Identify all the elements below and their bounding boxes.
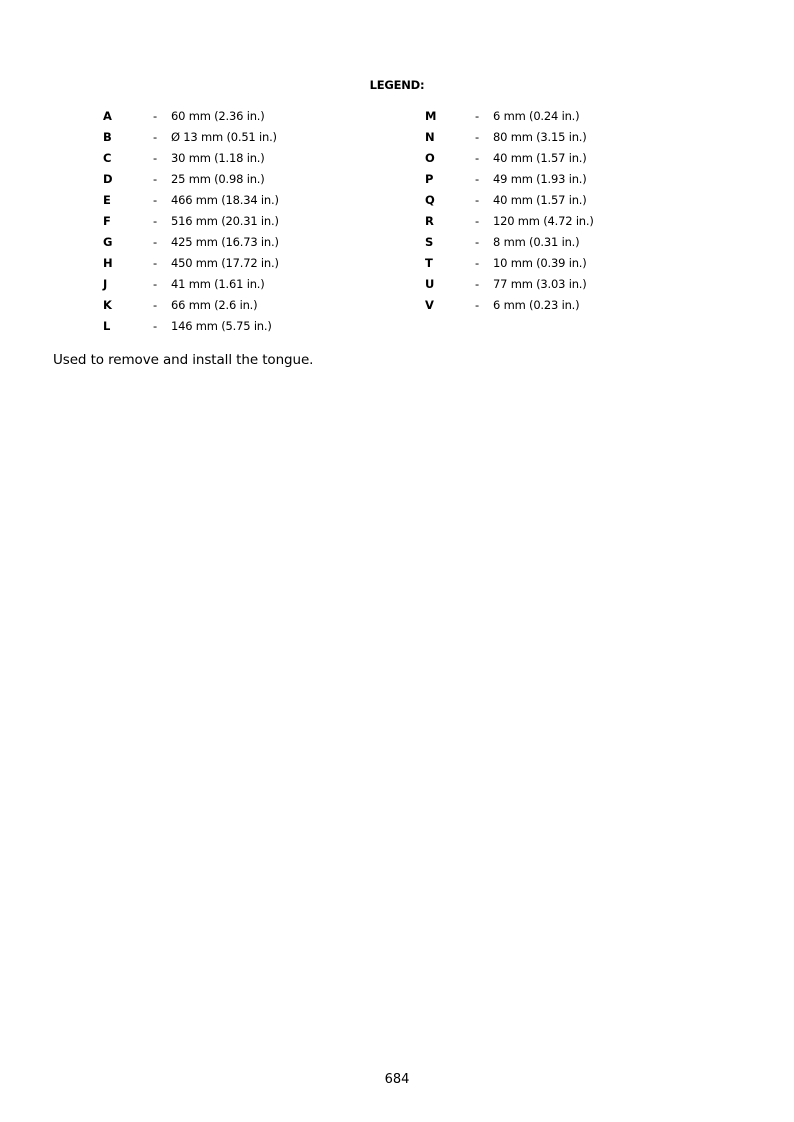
legend-dash: - (153, 172, 158, 186)
legend-value: 80 mm (3.15 in.) (493, 130, 587, 144)
legend-key: O (425, 151, 435, 165)
legend-dash: - (475, 130, 480, 144)
legend-key: M (425, 109, 437, 123)
legend-value: 49 mm (1.93 in.) (493, 172, 587, 186)
legend-key: V (425, 298, 434, 312)
legend-value: 516 mm (20.31 in.) (171, 214, 279, 228)
legend-value: 40 mm (1.57 in.) (493, 151, 587, 165)
legend-dash: - (475, 256, 480, 270)
legend-dash: - (153, 193, 158, 207)
legend-key: J (103, 277, 108, 291)
legend-dash: - (153, 298, 158, 312)
legend-key: H (103, 256, 113, 270)
legend-key: F (103, 214, 111, 228)
legend-value: 41 mm (1.61 in.) (171, 277, 265, 291)
legend-key: E (103, 193, 111, 207)
tool-description: Used to remove and install the tongue. (53, 352, 314, 368)
legend-key: Q (425, 193, 435, 207)
legend-dash: - (475, 193, 480, 207)
legend-dash: - (153, 214, 158, 228)
legend-value: 146 mm (5.75 in.) (171, 319, 272, 333)
legend-value: 77 mm (3.03 in.) (493, 277, 587, 291)
legend-dash: - (475, 172, 480, 186)
legend-title: LEGEND: (369, 78, 425, 92)
legend-dash: - (475, 214, 480, 228)
legend-key: B (103, 130, 112, 144)
legend-dash: - (153, 256, 158, 270)
legend-key: U (425, 277, 435, 291)
legend-value: 425 mm (16.73 in.) (171, 235, 279, 249)
legend-value: 8 mm (0.31 in.) (493, 235, 580, 249)
legend-value: 66 mm (2.6 in.) (171, 298, 258, 312)
legend-value: 40 mm (1.57 in.) (493, 193, 587, 207)
legend-dash: - (153, 109, 158, 123)
legend-key: S (425, 235, 434, 249)
legend-key: P (425, 172, 434, 186)
legend-dash: - (153, 151, 158, 165)
page-number: 684 (384, 1072, 410, 1087)
legend-key: N (425, 130, 435, 144)
legend-value: 30 mm (1.18 in.) (171, 151, 265, 165)
legend-dash: - (475, 109, 480, 123)
legend-value: 450 mm (17.72 in.) (171, 256, 279, 270)
legend-value: 60 mm (2.36 in.) (171, 109, 265, 123)
legend-dash: - (475, 277, 480, 291)
legend-key: C (103, 151, 112, 165)
legend-value: 120 mm (4.72 in.) (493, 214, 594, 228)
legend-value: 10 mm (0.39 in.) (493, 256, 587, 270)
legend-key: R (425, 214, 434, 228)
legend-dash: - (153, 319, 158, 333)
legend-value: 25 mm (0.98 in.) (171, 172, 265, 186)
legend-key: T (425, 256, 433, 270)
legend-key: L (103, 319, 111, 333)
legend-value: 466 mm (18.34 in.) (171, 193, 279, 207)
legend-dash: - (153, 235, 158, 249)
legend-key: G (103, 235, 113, 249)
legend-key: K (103, 298, 112, 312)
legend-value: 6 mm (0.23 in.) (493, 298, 580, 312)
legend-value: Ø 13 mm (0.51 in.) (171, 130, 277, 144)
legend-key: A (103, 109, 112, 123)
legend-key: D (103, 172, 113, 186)
legend-dash: - (475, 235, 480, 249)
legend-dash: - (475, 298, 480, 312)
legend-dash: - (475, 151, 480, 165)
legend-dash: - (153, 277, 158, 291)
legend-dash: - (153, 130, 158, 144)
legend-value: 6 mm (0.24 in.) (493, 109, 580, 123)
